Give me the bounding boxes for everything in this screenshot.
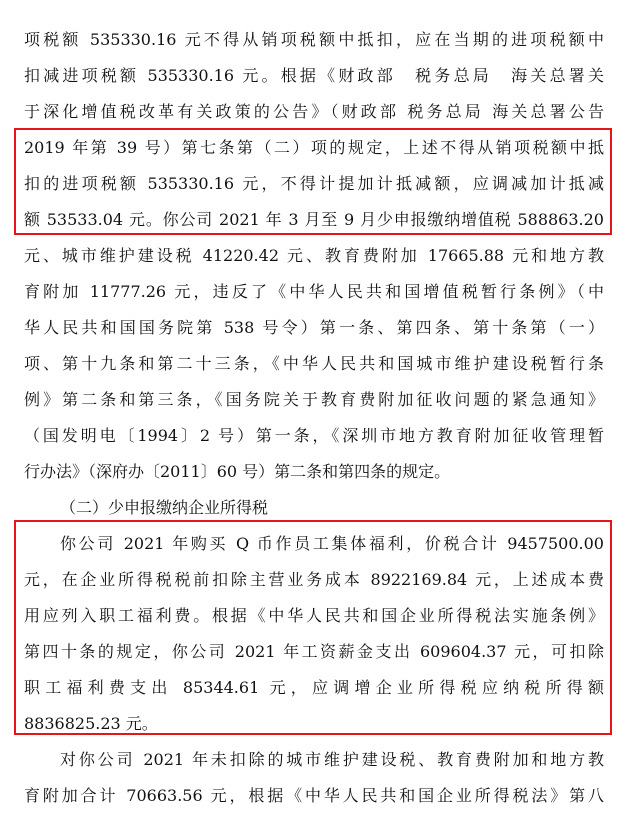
paragraph-line: 元，在企业所得税税前扣除主营业务成本 8922169.84 元，上述成本费 bbox=[24, 570, 604, 589]
highlight-box bbox=[14, 520, 612, 735]
paragraph-line: 8836825.23 元。 bbox=[24, 714, 158, 733]
highlight-box bbox=[14, 128, 612, 235]
paragraph-line: 对你公司 2021 年未扣除的城市维护建设税、教育费附加和地方教 bbox=[60, 750, 604, 769]
paragraph-line: 行办法》（深府办〔2011〕60 号）第二条和第四条的规定。 bbox=[24, 462, 451, 481]
paragraph-line: 你公司 2021 年购买 Q 币作员工集体福利，价税合计 9457500.00 bbox=[60, 534, 604, 553]
paragraph-line: 育附加合计 70663.56 元，根据《中华人民共和国企业所得税法》第八 bbox=[24, 786, 604, 805]
section-heading: （二）少申报缴纳企业所得税 bbox=[60, 498, 269, 517]
paragraph-line: 元、城市维护建设税 41220.42 元、教育费附加 17665.88 元和地方教 bbox=[24, 246, 604, 265]
paragraph-line: 扣的进项税额 535330.16 元，不得计提加计抵减额，应调减加计抵减 bbox=[24, 174, 604, 193]
paragraph-line: 2019 年第 39 号）第七条第（二）项的规定，上述不得从销项税额中抵 bbox=[24, 138, 604, 157]
paragraph-line: 华人民共和国国务院第 538 号令）第一条、第四条、第十条第（一） bbox=[24, 318, 604, 337]
paragraph-line: 职工福利费支出 85344.61 元，应调增企业所得税应纳税所得额 bbox=[24, 678, 604, 697]
paragraph-line: 育附加 11777.26 元，违反了《中华人民共和国增值税暂行条例》（中 bbox=[24, 282, 604, 301]
paragraph-line: 项税额 535330.16 元不得从销项税额中抵扣，应在当期的进项税额中 bbox=[24, 30, 604, 49]
paragraph-line: 项、第十九条和第二十三条，《中华人民共和国城市维护建设税暂行条 bbox=[24, 354, 604, 373]
paragraph-line: 例》第二条和第三条，《国务院关于教育费附加征收问题的紧急通知》 bbox=[24, 390, 604, 409]
paragraph-line: 第四十条的规定，你公司 2021 年工资薪金支出 609604.37 元，可扣除 bbox=[24, 642, 604, 661]
paragraph-line: 用应列入职工福利费。根据《中华人民共和国企业所得税法实施条例》 bbox=[24, 606, 604, 625]
paragraph-line: 扣减进项税额 535330.16 元。根据《财政部 税务总局 海关总署关 bbox=[24, 66, 604, 85]
paragraph-line: 额 53533.04 元。你公司 2021 年 3 月至 9 月少申报缴纳增值税 588863.20 bbox=[24, 210, 604, 229]
paragraph-line: 于深化增值税改革有关政策的公告》（财政部 税务总局 海关总署公告 bbox=[24, 102, 604, 121]
paragraph-line: （国发明电〔1994〕2 号）第一条，《深圳市地方教育附加征收管理暂 bbox=[24, 426, 604, 445]
